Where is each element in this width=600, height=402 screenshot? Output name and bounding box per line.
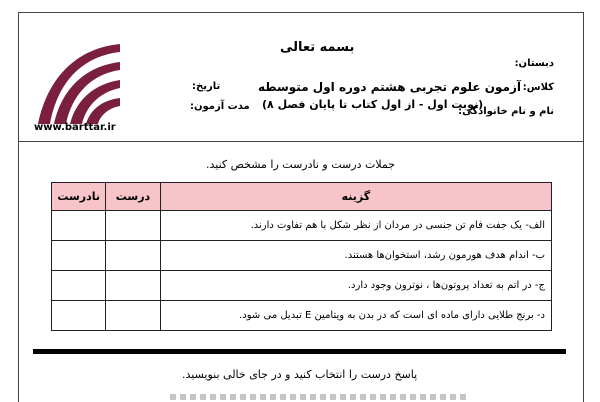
false-answer-cell[interactable]	[52, 241, 106, 271]
statement-cell: ج- در اتم به تعداد پروتون‌ها ، نوترون وجود دارد.	[160, 271, 551, 301]
column-header-true: درست	[106, 183, 160, 211]
header-divider	[18, 141, 584, 142]
class-label: کلاس:	[522, 82, 554, 93]
exam-title: آزمون علوم تجربی هشتم دوره اول متوسطه	[258, 80, 522, 94]
section2-instruction: پاسخ درست را انتخاب کنید و در جای خالی بنویسید.	[182, 368, 418, 381]
true-false-table	[51, 182, 552, 331]
cut-off-text-line	[170, 394, 470, 400]
false-answer-cell[interactable]	[52, 301, 106, 331]
table-row	[52, 271, 552, 301]
false-answer-cell[interactable]	[52, 271, 106, 301]
table-row	[52, 301, 552, 331]
exam-subtitle: (نوبت اول - از اول کتاب تا پایان فصل ۸)	[262, 98, 484, 111]
duration-label: مدت آزمون:	[190, 101, 250, 112]
true-answer-cell[interactable]	[106, 301, 160, 331]
true-answer-cell[interactable]	[106, 211, 160, 241]
school-label: دبستان:	[514, 58, 554, 69]
true-answer-cell[interactable]	[106, 271, 160, 301]
false-answer-cell[interactable]	[52, 211, 106, 241]
table-header-row	[52, 183, 552, 211]
table-row	[52, 241, 552, 271]
statement-cell: د- برنج طلایی دارای ماده ای است که در بدن به ویتامین E تبدیل می شود.	[160, 301, 551, 331]
statement-cell: ب- اندام هدف هورمون رشد، استخوان‌ها هستند.	[160, 241, 551, 271]
table-row	[52, 211, 552, 241]
page-title: بسمه تعالی	[280, 40, 355, 55]
column-header-statement: گزینه	[160, 183, 551, 211]
student-name-label: نام و نام خانوادگی:	[458, 106, 554, 117]
site-url: www.barttar.ir	[34, 122, 116, 133]
statement-cell: الف- یک جفت فام تن جنسی در مردان از نظر شکل با هم تفاوت دارند.	[160, 211, 551, 241]
section1-instruction: جملات درست و نادرست را مشخص کنید.	[206, 158, 396, 171]
true-answer-cell[interactable]	[106, 241, 160, 271]
column-header-false: نادرست	[52, 183, 106, 211]
barttar-logo-icon	[28, 36, 124, 126]
date-label: تاریخ:	[192, 81, 221, 92]
section-divider	[33, 349, 566, 354]
